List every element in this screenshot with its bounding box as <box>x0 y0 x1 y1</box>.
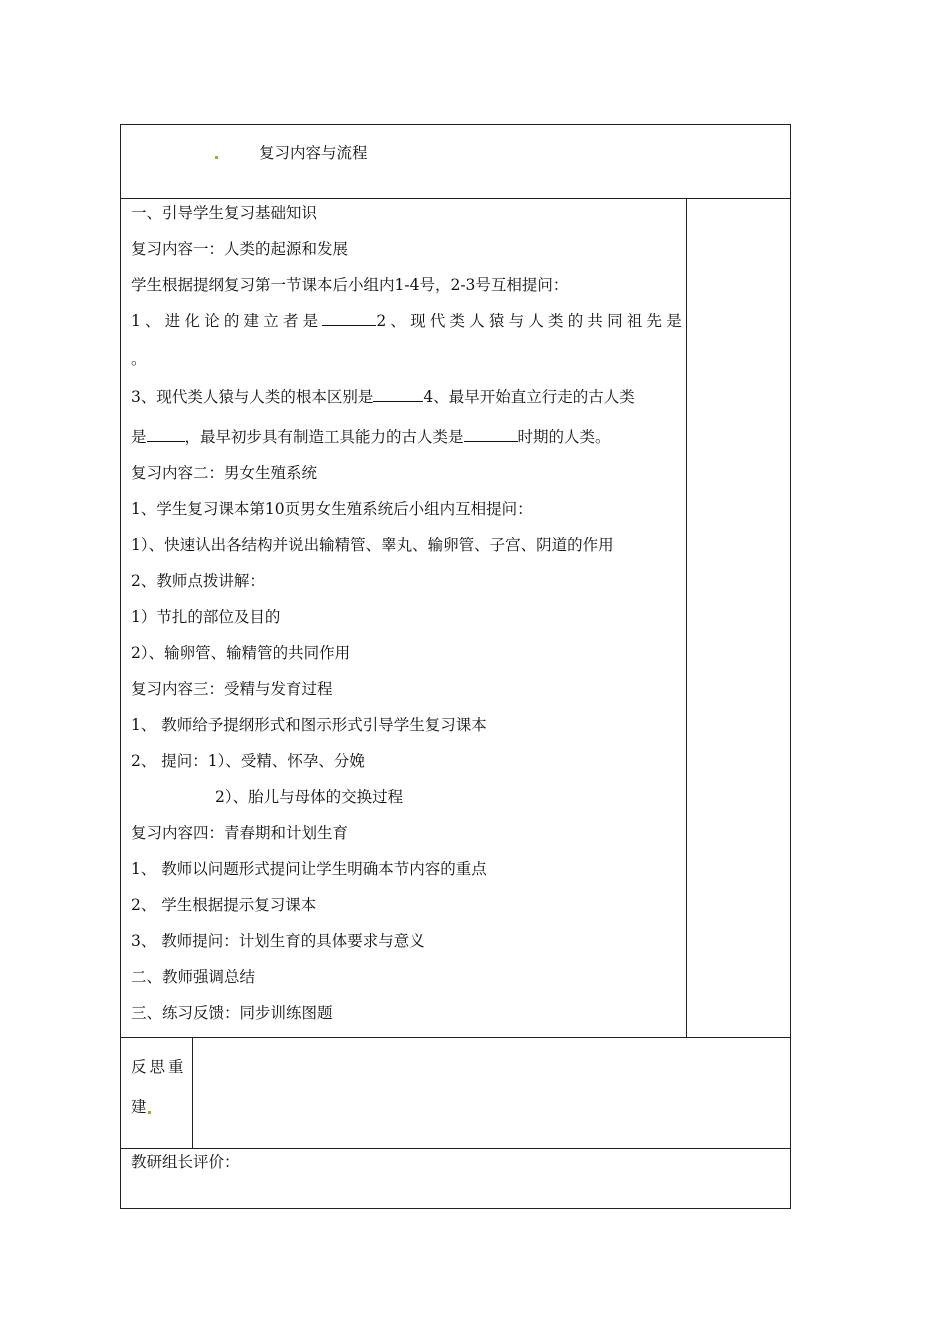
review-content-3-title: 复习内容三：受精与发育过程 <box>131 680 333 698</box>
evaluation-label: 教研组长评价： <box>131 1153 240 1171</box>
answer-blank <box>373 387 423 402</box>
reflection-divider <box>121 1148 790 1149</box>
content-4-line-2: 2、 学生根据提示复习课本 <box>131 896 317 914</box>
reflection-label-line-1: 反思重 <box>131 1058 187 1076</box>
question-2-text: 2、现代类人猿与人类的共同祖先是 <box>376 312 686 330</box>
section-heading-1: 一、引导学生复习基础知识 <box>131 204 318 222</box>
review-content-1-title: 复习内容一：人类的起源和发展 <box>131 240 349 258</box>
content-4-line-1: 1、 教师以问题形式提问让学生明确本节内容的重点 <box>131 860 487 878</box>
review-content-1-intro: 学生根据提纲复习第一节课本后小组内1-4号，2-3号互相提问： <box>131 276 569 294</box>
header-divider <box>121 198 790 199</box>
content-divider <box>121 1037 790 1038</box>
section-heading-3: 三、练习反馈：同步训练图题 <box>131 1004 333 1022</box>
speck-mark <box>215 156 218 159</box>
answer-blank <box>464 427 518 442</box>
speck-mark <box>148 1111 151 1114</box>
answer-blank <box>147 427 185 442</box>
question-1-text: 1、进化论的建立者是 <box>131 312 323 330</box>
answer-blank <box>322 311 376 326</box>
lesson-plan-table <box>120 124 791 1209</box>
content-3-line-2: 2、 提问：1）、受精、怀孕、分娩 <box>131 752 365 770</box>
content-3-line-3: 2）、胎儿与母体的交换过程 <box>215 788 404 806</box>
content-2-line-1: 1、学生复习课本第10页男女生殖系统后小组内互相提问： <box>131 500 533 518</box>
review-content-2-title: 复习内容二：男女生殖系统 <box>131 464 318 482</box>
question-line-4 <box>131 427 611 447</box>
question-4-cont: 是 <box>131 428 147 446</box>
question-line-1 <box>131 311 686 331</box>
question-5-text: ，最早初步具有制造工具能力的古人类是 <box>184 428 464 446</box>
content-4-line-3: 3、 教师提问：计划生育的具体要求与意义 <box>131 932 425 950</box>
question-5-end: 时期的人类。 <box>517 428 611 446</box>
content-3-line-1: 1、 教师给予提纲形式和图示形式引导学生复习课本 <box>131 716 487 734</box>
review-content-4-title: 复习内容四：青春期和计划生育 <box>131 824 349 842</box>
side-column-divider <box>686 198 687 1037</box>
question-line-3 <box>131 387 635 407</box>
content-2-line-5: 2）、输卵管、输精管的共同作用 <box>131 644 351 662</box>
content-2-line-2: 1）、快速认出各结构并说出输精管、睾丸、输卵管、子宫、阴道的作用 <box>131 536 614 554</box>
question-4-text: 4、最早开始直立行走的古人类 <box>423 388 635 406</box>
section-heading-2: 二、教师强调总结 <box>131 968 256 986</box>
question-2-end: 。 <box>131 350 147 368</box>
section-title: 复习内容与流程 <box>259 144 368 162</box>
content-2-line-3: 2、教师点拨讲解： <box>131 572 265 590</box>
content-2-line-4: 1）节扎的部位及目的 <box>131 608 281 626</box>
reflection-label-divider <box>192 1037 193 1148</box>
question-3-text: 3、现代类人猿与人类的根本区别是 <box>131 388 374 406</box>
reflection-label-line-2: 建 <box>131 1098 147 1116</box>
